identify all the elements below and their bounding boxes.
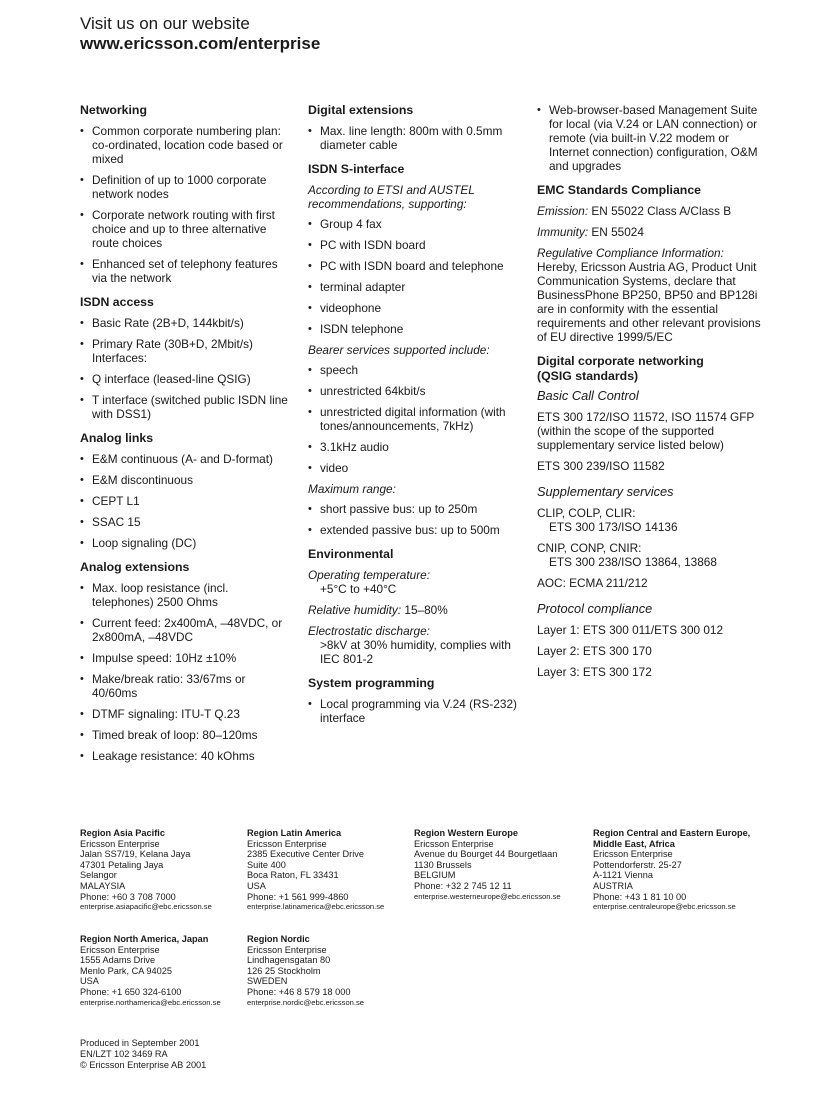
emission-label: Emission: (537, 204, 589, 218)
maximum-range-list (308, 502, 520, 537)
footer (80, 1038, 206, 1070)
basic-call-control-text: ETS 300 172/ISO 11572, ISO 11574 GFP (within the scope of the supported supplementary service listed below) (537, 410, 755, 452)
section-heading: ISDN access (80, 295, 154, 309)
list-item: • extended passive bus: up to 500m (308, 523, 520, 537)
section-heading: Digital extensions (308, 103, 414, 117)
list-item: • videophone (308, 301, 520, 315)
list-item: • Group 4 fax (308, 217, 520, 231)
list-item: • DTMF signaling: ITU-T Q.23 (80, 707, 292, 721)
column-1 (80, 103, 292, 773)
region-address-line: SWEDEN (247, 976, 288, 987)
list-item: • Web-browser-based Management Suite for local (via V.24 or LAN connection) or remote (via built-in V.22 modem or Internet connection) configuration, O&M and upgrades (537, 103, 767, 173)
region-email-link[interactable]: enterprise.centraleurope@ebc.ericsson.se (593, 902, 736, 912)
digital-extensions-section (308, 103, 520, 152)
region-address-line: Ericsson Enterprise (247, 838, 327, 849)
region-address-line: 2385 Executive Center Drive (247, 849, 364, 860)
system-programming-section (308, 676, 520, 725)
relative-humidity (308, 603, 520, 617)
supp-aoc: AOC: ECMA 211/212 (537, 576, 648, 590)
supplementary-services-label: Supplementary services (537, 484, 674, 499)
section-heading: Environmental (308, 547, 394, 561)
list-item: • unrestricted 64kbit/s (308, 384, 520, 398)
list-item: • unrestricted digital information (with tones/announcements, 7kHz) (308, 405, 520, 433)
region-latin-america (247, 828, 384, 913)
list-item: • speech (308, 363, 520, 377)
isdn-s-interface-section (308, 162, 520, 537)
immunity-label: Immunity: (537, 225, 589, 239)
list-item: • terminal adapter (308, 280, 520, 294)
management-section (537, 103, 767, 173)
region-address-line: Pottendorferstr. 25-27 (593, 859, 682, 870)
section-heading: System programming (308, 676, 435, 690)
region-address-line: Phone: +32 2 745 12 11 (414, 880, 512, 891)
region-address-line: A-1121 Vienna (593, 870, 653, 881)
bearer-services-label: Bearer services supported include: (308, 343, 490, 357)
supp-cnip-value: ETS 300 238/ISO 13864, 13868 (549, 555, 717, 569)
basic-call-control-label: Basic Call Control (537, 388, 639, 403)
region-address-line: USA (247, 880, 266, 891)
region-address-line: Phone: +43 1 81 10 00 (593, 891, 687, 902)
region-address-line: Boca Raton, FL 33431 (247, 870, 339, 881)
supp-clip-label: CLIP, COLP, CLIR: (537, 506, 636, 520)
region-title: Region Nordic (247, 934, 310, 944)
environmental-section (308, 547, 520, 666)
region-title: Region Latin America (247, 828, 342, 838)
region-address-line: Suite 400 (247, 859, 286, 870)
region-email-link[interactable]: enterprise.northamerica@ebc.ericsson.se (80, 997, 221, 1007)
maximum-range-label: Maximum range: (308, 482, 396, 496)
website-visit-text: Visit us on our website (80, 14, 250, 33)
list-item: • Local programming via V.24 (RS-232) interface (308, 697, 520, 725)
region-address-line: 1130 Brussels (414, 859, 472, 870)
analog-extensions-section (80, 560, 292, 763)
isdn-s-intro: According to ETSI and AUSTEL recommendations, supporting: (308, 183, 475, 211)
analog-extensions-list (80, 581, 292, 763)
qsig-title-line2: (QSIG standards) (537, 369, 639, 383)
region-asia-pacific (80, 828, 212, 913)
basic-call-control-text-2: ETS 300 239/ISO 11582 (537, 459, 665, 473)
list-item: • 3.1kHz audio (308, 440, 520, 454)
isdn-access-section (80, 295, 292, 421)
region-address-line: Phone: +1 650 324-6100 (80, 986, 182, 997)
section-heading: Analog extensions (80, 560, 190, 574)
document-number: EN/LZT 102 3469 RA (80, 1048, 168, 1059)
list-item: • Max. loop resistance (incl. telephones) 2500 Ohms (80, 581, 292, 609)
protocol-layer-3: Layer 3: ETS 300 172 (537, 665, 652, 679)
region-address-line: Avenue du Bourget 44 Bourgetlaan (414, 849, 558, 860)
region-address-line: Ericsson Enterprise (80, 944, 160, 955)
region-address-line: Phone: +46 8 579 18 000 (247, 986, 351, 997)
region-central-eastern-europe (593, 828, 763, 913)
electrostatic-discharge-value: >8kV at 30% humidity, complies with IEC 801-2 (320, 638, 511, 666)
list-item: • Max. line length: 800m with 0.5mm diameter cable (308, 124, 520, 152)
section-heading: EMC Standards Compliance (537, 183, 701, 197)
qsig-title-line1: Digital corporate networking (537, 354, 704, 368)
region-north-america-japan (80, 934, 221, 1008)
list-item: • Current feed: 2x400mA, –48VDC, or 2x800mA, –48VDC (80, 616, 292, 644)
list-item: • PC with ISDN board and telephone (308, 259, 520, 273)
list-item: • Leakage resistance: 40 kOhms (80, 749, 292, 763)
region-address-line: USA (80, 976, 99, 987)
list-item: • Common corporate numbering plan: co-ordinated, location code based or mixed (80, 124, 292, 166)
region-address-line: Ericsson Enterprise (593, 849, 673, 860)
region-address-line: Menlo Park, CA 94025 (80, 965, 172, 976)
list-item: • Corporate network routing with first choice and up to three alternative route choices (80, 208, 292, 250)
list-item: • Enhanced set of telephony features via the network (80, 257, 292, 285)
emission-line (537, 204, 767, 218)
website-url-link[interactable]: www.ericsson.com/enterprise (80, 34, 321, 53)
region-address-line: Jalan SS7/19, Kelana Jaya (80, 849, 191, 860)
column-3 (537, 103, 767, 689)
column-2 (308, 103, 520, 735)
list-item: • Make/break ratio: 33/67ms or 40/60ms (80, 672, 292, 700)
section-heading: Networking (80, 103, 147, 117)
list-item: • Definition of up to 1000 corporate network nodes (80, 173, 292, 201)
regulative-compliance-text: Hereby, Ericsson Austria AG, Product Unit Communication Systems, declare that BusinessPhone BP250, BP50 and BP128i are in conformity with the essential requirements and other relevant provisions of EU directive 1999/5/EC (537, 260, 761, 344)
regulative-compliance-label: Regulative Compliance Information: (537, 246, 724, 260)
region-title: Region Western Europe (414, 828, 518, 838)
operating-temperature-label: Operating temperature: (308, 568, 430, 582)
immunity-line (537, 225, 767, 239)
produced-date: Produced in September 2001 (80, 1038, 200, 1048)
region-email-link[interactable]: enterprise.nordic@ebc.ericsson.se (247, 997, 365, 1007)
relative-humidity-label: Relative humidity: (308, 603, 402, 617)
supp-cnip-label: CNIP, CONP, CNIR: (537, 541, 642, 555)
list-item: • ISDN telephone (308, 322, 520, 336)
list-item: • Loop signaling (DC) (80, 536, 292, 550)
list-item: • PC with ISDN board (308, 238, 520, 252)
list-item: • Basic Rate (2B+D, 144kbit/s) (80, 316, 292, 330)
list-item: • Q interface (leased-line QSIG) (80, 372, 292, 386)
list-item: • video (308, 461, 520, 475)
list-item: • E&M discontinuous (80, 473, 292, 487)
list-item: • Impulse speed: 10Hz ±10% (80, 651, 292, 665)
analog-links-section (80, 431, 292, 550)
region-address-line: Ericsson Enterprise (414, 838, 494, 849)
region-title: Region Central and Eastern Europe, Middle East, Africa (593, 828, 751, 849)
region-nordic (247, 934, 364, 1008)
isdn-access-list (80, 316, 292, 421)
analog-links-list (80, 452, 292, 550)
list-item: • CEPT L1 (80, 494, 292, 508)
digital-extensions-list (308, 124, 520, 152)
list-item: • Primary Rate (30B+D, 2Mbit/s) Interfaces: (80, 337, 292, 365)
region-email-link[interactable]: enterprise.latinamerica@ebc.ericsson.se (247, 902, 385, 912)
system-programming-list (308, 697, 520, 725)
region-address-line: Selangor (80, 870, 117, 881)
region-address-line: BELGIUM (414, 870, 456, 881)
copyright: © Ericsson Enterprise AB 2001 (80, 1059, 207, 1070)
region-address-line: 47301 Petaling Jaya (80, 859, 164, 870)
region-address-line: 126 25 Stockholm (247, 965, 321, 976)
region-email-link[interactable]: enterprise.asiapacific@ebc.ericsson.se (80, 902, 212, 912)
list-item: • E&M continuous (A- and D-format) (80, 452, 292, 466)
networking-section (80, 103, 292, 285)
relative-humidity-value: 15–80% (401, 603, 448, 617)
bearer-services-list (308, 363, 520, 475)
management-list (537, 103, 767, 173)
networking-list (80, 124, 292, 285)
list-item: • T interface (switched public ISDN line with DSS1) (80, 393, 292, 421)
region-address-line: AUSTRIA (593, 880, 633, 891)
operating-temperature-value: +5°C to +40°C (320, 582, 397, 596)
region-western-europe (414, 828, 561, 902)
region-address-line: MALAYSIA (80, 880, 126, 891)
section-heading (537, 354, 767, 384)
region-address-line: Phone: +1 561 999-4860 (247, 891, 349, 902)
region-email-link[interactable]: enterprise.westerneurope@ebc.ericsson.se (414, 891, 561, 901)
immunity-value: EN 55024 (588, 225, 644, 239)
protocol-layer-2: Layer 2: ETS 300 170 (537, 644, 652, 658)
isdn-s-list (308, 217, 520, 336)
region-address-line: Lindhagensgatan 80 (247, 955, 331, 966)
protocol-layer-1: Layer 1: ETS 300 011/ETS 300 012 (537, 623, 724, 637)
electrostatic-discharge-label: Electrostatic discharge: (308, 624, 430, 638)
region-address-line: Ericsson Enterprise (80, 838, 160, 849)
list-item: • Timed break of loop: 80–120ms (80, 728, 292, 742)
section-heading: ISDN S-interface (308, 162, 405, 176)
region-address-line: 1555 Adams Drive (80, 955, 156, 966)
region-address-line: Phone: +60 3 708 7000 (80, 891, 176, 902)
emc-section (537, 183, 767, 344)
region-title: Region North America, Japan (80, 934, 209, 944)
region-address-line: Ericsson Enterprise (247, 944, 327, 955)
qsig-section (537, 354, 767, 679)
list-item: • SSAC 15 (80, 515, 292, 529)
emission-value: EN 55022 Class A/Class B (588, 204, 732, 218)
section-heading: Analog links (80, 431, 154, 445)
region-title: Region Asia Pacific (80, 828, 165, 838)
supp-clip-value: ETS 300 173/ISO 14136 (549, 520, 678, 534)
website-header (80, 14, 320, 54)
list-item: • short passive bus: up to 250m (308, 502, 520, 516)
protocol-compliance-label: Protocol compliance (537, 601, 653, 616)
